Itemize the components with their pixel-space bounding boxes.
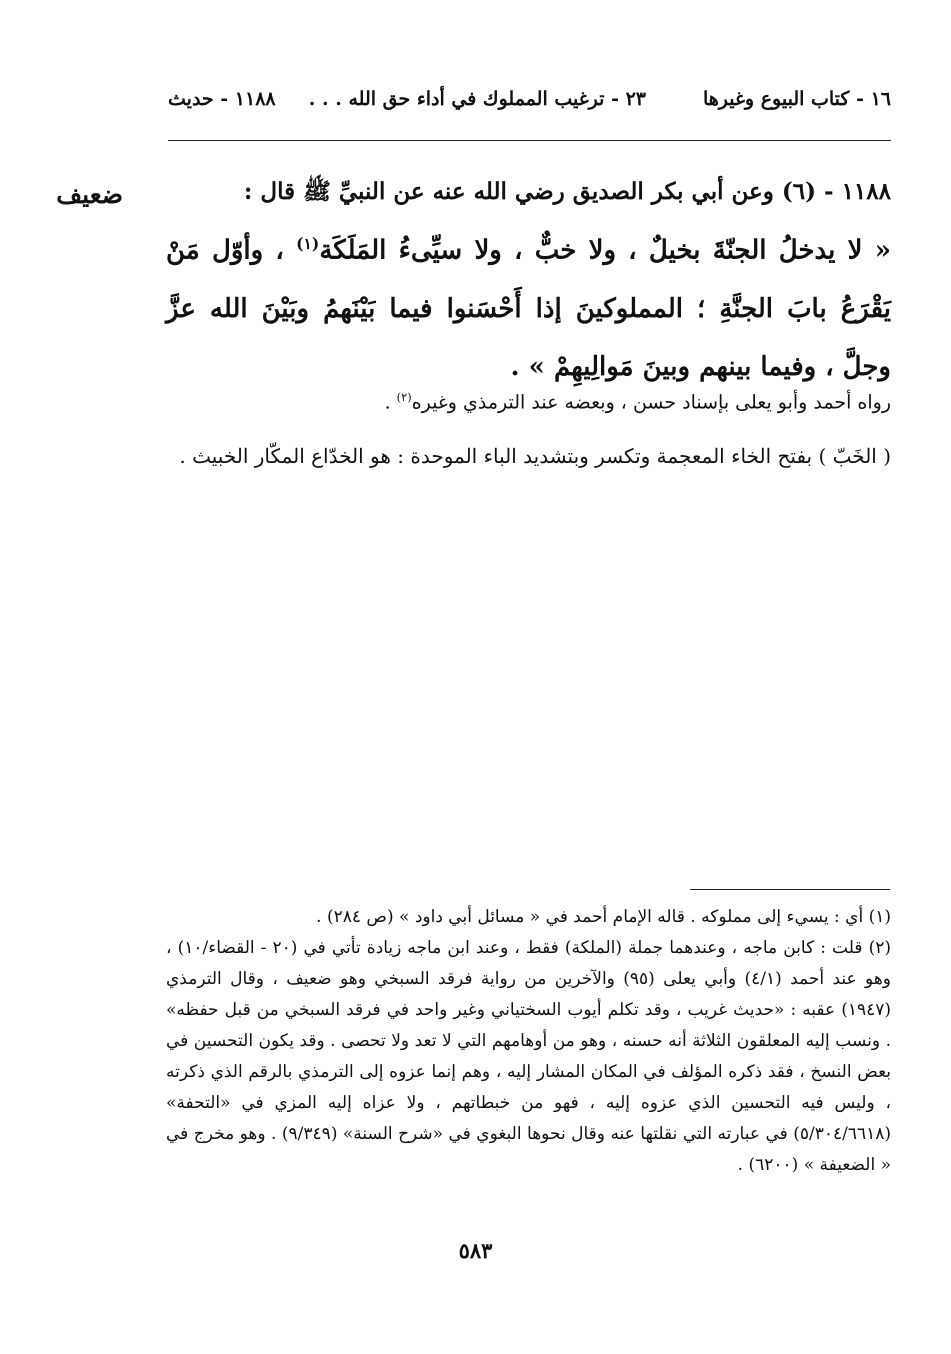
footnote-rule	[690, 889, 890, 890]
narration-source-text: رواه أحمد وأبو يعلى بإسناد حسن ، وبعضه عند الترمذي وغيره	[411, 391, 891, 414]
narration-source-end: .	[384, 391, 397, 414]
hadith-text-part1: « لا يدخلُ الجنّةَ بخيلٌ ، ولا خبٌّ ، ولا سيِّىءُ المَلَكَة	[319, 235, 891, 266]
word-explanation: ( الخَبّ ) بفتح الخاء المعجمة وتكسر وبتشديد الباء الموحدة : هو الخدّاع المكّار الخبيث .	[179, 444, 891, 468]
hadith-grade-label: ضعيف	[56, 180, 123, 209]
hadith-intro: ١١٨٨ - (٦) وعن أبي بكر الصديق رضي الله عنه عن النبيِّ ﷺ قال :	[243, 178, 891, 205]
header-hadith-number: ١١٨٨ - حديث	[168, 88, 276, 110]
footnote-ref-2: (٢)	[396, 390, 412, 404]
header-book-title: ١٦ - كتاب البيوع وغيرها	[702, 88, 891, 110]
footnote-ref-1: (١)	[296, 234, 320, 253]
footnotes	[166, 902, 891, 1181]
hadith-text-part2: ، وأوّل مَنْ يَقْرَعُ بابَ الجنَّةِ ؛ المملوكينَ إذا أَحْسَنوا فيما بَيْنَهمُ وبَيْنَ الله عزَّ وجلَّ ، وفيما بينهم وبينَ مَوالِيهِمْ » .	[166, 235, 891, 382]
header-chapter-title: ٢٣ - ترغيب المملوك في أداء حق الله . . .	[308, 88, 646, 110]
hadith-text	[166, 215, 891, 396]
narration-source	[166, 377, 891, 422]
footnote-1: (١) أي : يسيء إلى مملوكه . قاله الإمام أحمد في « مسائل أبي داود » (ص ٢٨٤) .	[316, 907, 891, 927]
footnote-2: (٢) قلت : كابن ماجه ، وعندهما جملة (الملكة) فقط ، وعند ابن ماجه زيادة تأتي في (٢٠ - القضاء/١٠) ، وهو عند أحمد (٤/١) وأبي يعلى (٩٥) والآخرين من رواية فرقد السبخي وهو ضعيف ، وقال الترمذي (١٩٤٧) عقبه : «حديث غريب ، وقد تكلم أيوب السختياني وغير واحد في فرقد السبخي من قبل حفظه» . ونسب إليه المعلقون الثلاثة أنه حسنه ، وهو من أوهامهم التي لا تعد ولا تحصى . وقد يكون التحسين في بعض النسخ ، فقد ذكره المؤلف في المكان المشار إليه ، وهم إنما عزوه إلى الترمذي بالرقم الذي ذكرته ، وليس فيه التحسين الذي عزوه إليه ، فهو من خبطاتهم ، ولا عزاه إليه المزي في «التحفة» (٥/٣٠٤/٦٦١٨) في عبارته التي نقلتها عنه وقال نحوها البغوي في «شرح السنة» (٩/٣٤٩) . وهو مخرج في « الضعيفة » (٦٢٠٠) .	[166, 938, 892, 1175]
page-number: ٥٨٣	[458, 1238, 493, 1263]
header-rule	[168, 140, 891, 141]
